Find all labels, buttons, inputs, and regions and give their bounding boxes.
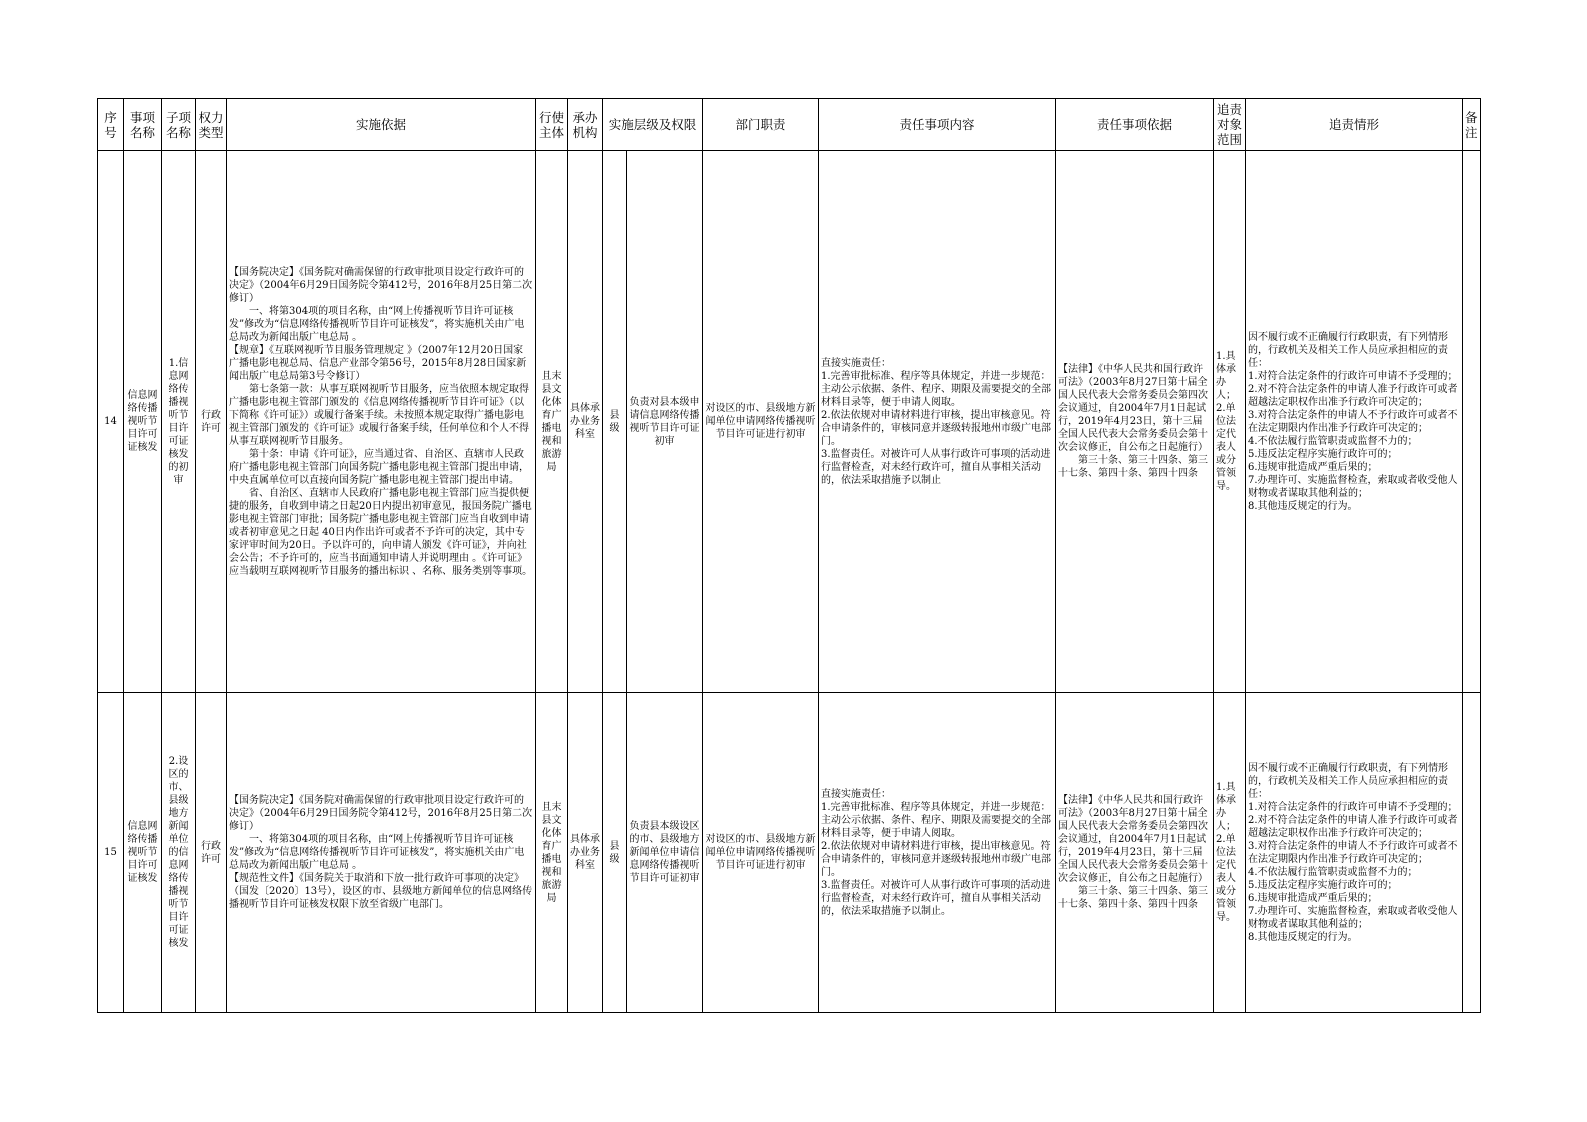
- row-level: 县级: [603, 693, 627, 1013]
- row-resp-content: 直接实施责任： 1.完善审批标准、程序等具体规定，并进一步规范：主动公示依据、条件、程序、期限及需要提交的全部材料目录等，便于申请人阅取。 2.依法依规对申请材料进行审核，提出审核意见。符合申请条件的，审核同意并逐级转报地州市级广电部门。 3.监督责任。对被许可人从事行政许可事项的活动进行监督检查，对未经行政许可，擅自从事相关活动的，依法采取措施予以制止: [819, 151, 1056, 693]
- header-accountability: 追责情形: [1246, 99, 1463, 151]
- row-basis: 【国务院决定】《国务院对确需保留的行政审批项目设定行政许可的决定》（2004年6月29日国务院令第412号，2016年8月25日第二次修订） 一、将第304项的项目名称，由“网上传播视听节目许可证核发”修改为“信息网络传播视听节目许可证核发”，将实施机关由广电总局改为新闻出版广电总局 。 【规章】《互联网视听节目服务管理规定 》（2007年12月20日国家广播电影电视总局、信息产业部令第56号，2015年8月28日国家新闻出版广电总局第3号令修订） 第七条第一款：从事互联网视听节目服务，应当依照本规定取得广播电影电视主管部门颁发的《信息网络传播视听节目许可证》（以下简称《许可证》）或履行备案手续。未按照本规定取得广播电影电视主管部门颁发的《许可证》或履行备案手续，任何单位和个人不得从事互联网视听节目服务。 第十条：申请《许可证》，应当通过省、自治区、直辖市人民政府广播电影电视主管部门向国务院广播电影电视主管部门提出申请，中央直属单位可以直接向国务院广播电影电视主管部门提出申请。 省、自治区、直辖市人民政府广播电影电视主管部门应当提供便捷的服务，自收到申请之日起20日内提出初审意见，报国务院广播电影电视主管部门审批；国务院广播电影电视主管部门应当自收到申请或者初审意见之日起 40日内作出许可或者不予许可的决定，其中专家评审时间为20日。予以许可的，向申请人颁发《许可证》，并向社会公告；不予许可的，应当书面通知申请人并说明理由 。《许可证》应当载明互联网视听节目服务的播出标识 、名称、服务类别等事项。: [227, 151, 536, 693]
- header-seq: 序号: [98, 99, 124, 151]
- header-agency: 承办机构: [568, 99, 603, 151]
- row-agency: 具体承办业务科室: [568, 693, 603, 1013]
- header-accountable-scope: 追责对象范围: [1214, 99, 1246, 151]
- header-resp-content: 责任事项内容: [819, 99, 1056, 151]
- row-power-type: 行政许可: [196, 693, 227, 1013]
- table-row: [98, 693, 1481, 1013]
- row-remark: [1463, 693, 1481, 1013]
- header-row: [98, 99, 1481, 151]
- row-subject: 且末县文化体育广播电视和旅游局: [536, 693, 568, 1013]
- row-item-name: 信息网络传播视听节目许可证核发: [124, 693, 162, 1013]
- row-resp-basis: 【法律】《中华人民共和国行政许可法》（2003年8月27日第十届全国人民代表大会常务委员会第四次会议通过，自2004年7月1日起试行，2019年4月23日，第十三届全国人民代表大会常务委员会第十次会议修正，自公布之日起施行） 第三十条、第三十四条、第三十七条、第四十条、第四十四条: [1056, 151, 1214, 693]
- row-sub-name: 1.信息网络传播视听节目许可证核发的初审: [162, 151, 196, 693]
- header-subject: 行使主体: [536, 99, 568, 151]
- row-duty: 对设区的市、县级地方新闻单位申请网络传播视听节目许可证进行初审: [703, 151, 819, 693]
- row-subject: 且末县文化体育广播电视和旅游局: [536, 151, 568, 693]
- row-remark: [1463, 151, 1481, 693]
- row-seq: 14: [98, 151, 124, 693]
- row-power-type: 行政许可: [196, 151, 227, 693]
- row-accountability: 因不履行或不正确履行行政职责，有下列情形的，行政机关及相关工作人员应承担相应的责任： 1.对符合法定条件的行政许可申请不予受理的； 2.对不符合法定条件的申请人准予行政许可或者超越法定职权作出准予行政许可决定的； 3.对符合法定条件的申请人不予行政许可或者不在法定期限内作出准予行政许可决定的； 4.不依法履行监管职责或监督不力的； 5.违反法定程序实施行政许可的； 6.违规审批造成严重后果的； 7.办理许可、实施监督检查，索取或者收受他人财物或者谋取其他利益的； 8.其他违反规定的行为。: [1246, 693, 1463, 1013]
- row-level-scope: 负责对县本级申请信息网络传播视听节目许可证初审: [627, 151, 703, 693]
- row-resp-content: 直接实施责任： 1.完善审批标准、程序等具体规定，并进一步规范：主动公示依据、条件、程序、期限及需要提交的全部材料目录等，便于申请人阅取。 2.依法依规对申请材料进行审核，提出审核意见。符合申请条件的，审核同意并逐级转报地州市级广电部门。 3.监督责任。对被许可人从事行政许可事项的活动进行监督检查，对未经行政许可，擅自从事相关活动的，依法采取措施予以制止。: [819, 693, 1056, 1013]
- header-sub-name: 子项名称: [162, 99, 196, 151]
- row-agency: 具体承办业务科室: [568, 151, 603, 693]
- header-level: 实施层级及权限: [603, 99, 703, 151]
- header-resp-basis: 责任事项依据: [1056, 99, 1214, 151]
- header-power-type: 权力类型: [196, 99, 227, 151]
- header-remark: 备注: [1463, 99, 1481, 151]
- row-duty: 对设区的市、县级地方新闻单位申请网络传播视听节目许可证进行初审: [703, 693, 819, 1013]
- row-sub-name: 2.设区的市、县级地方新闻单位的信息网络传播视听节目许可证核发: [162, 693, 196, 1013]
- row-accountable-scope: 1.具体承办人；2.单位法定代表人或分管领导。: [1214, 151, 1246, 693]
- power-list-table: [97, 98, 1481, 1013]
- row-basis: 【国务院决定】《国务院对确需保留的行政审批项目设定行政许可的决定》（2004年6月29日国务院令第412号，2016年8月25日第二次修订） 一、将第304项的项目名称，由“网上传播视听节目许可证核发”修改为“信息网络传播视听节目许可证核发”，将实施机关由广电总局改为新闻出版广电总局 。 【规范性文件】《国务院关于取消和下放一批行政许可事项的决定》（国发〔2020〕13号），设区的市、县级地方新闻单位的信息网络传播视听节目许可证核发权限下放至省级广电部门。: [227, 693, 536, 1013]
- row-item-name: 信息网络传播视听节目许可证核发: [124, 151, 162, 693]
- table-row: [98, 151, 1481, 693]
- row-level: 县级: [603, 151, 627, 693]
- header-duty: 部门职责: [703, 99, 819, 151]
- row-level-scope: 负责县本级设区的市、县级地方新闻单位申请信息网络传播视听节目许可证初审: [627, 693, 703, 1013]
- row-accountable-scope: 1.具体承办人；2.单位法定代表人或分管领导。: [1214, 693, 1246, 1013]
- row-resp-basis: 【法律】《中华人民共和国行政许可法》（2003年8月27日第十届全国人民代表大会常务委员会第四次会议通过，自2004年7月1日起试行，2019年4月23日，第十三届全国人民代表大会常务委员会第十次会议修正，自公布之日起施行） 第三十条、第三十四条、第三十七条、第四十条、第四十四条: [1056, 693, 1214, 1013]
- row-seq: 15: [98, 693, 124, 1013]
- row-accountability: 因不履行或不正确履行行政职责，有下列情形的，行政机关及相关工作人员应承担相应的责任： 1.对符合法定条件的行政许可申请不予受理的； 2.对不符合法定条件的申请人准予行政许可或者超越法定职权作出准予行政许可决定的； 3.对符合法定条件的申请人不予行政许可或者不在法定期限内作出准予行政许可决定的； 4.不依法履行监管职责或监督不力的； 5.违反法定程序实施行政许可的； 6.违规审批造成严重后果的； 7.办理许可、实施监督检查，索取或者收受他人财物或者谋取其他利益的； 8.其他违反规定的行为。: [1246, 151, 1463, 693]
- header-item-name: 事项名称: [124, 99, 162, 151]
- header-basis: 实施依据: [227, 99, 536, 151]
